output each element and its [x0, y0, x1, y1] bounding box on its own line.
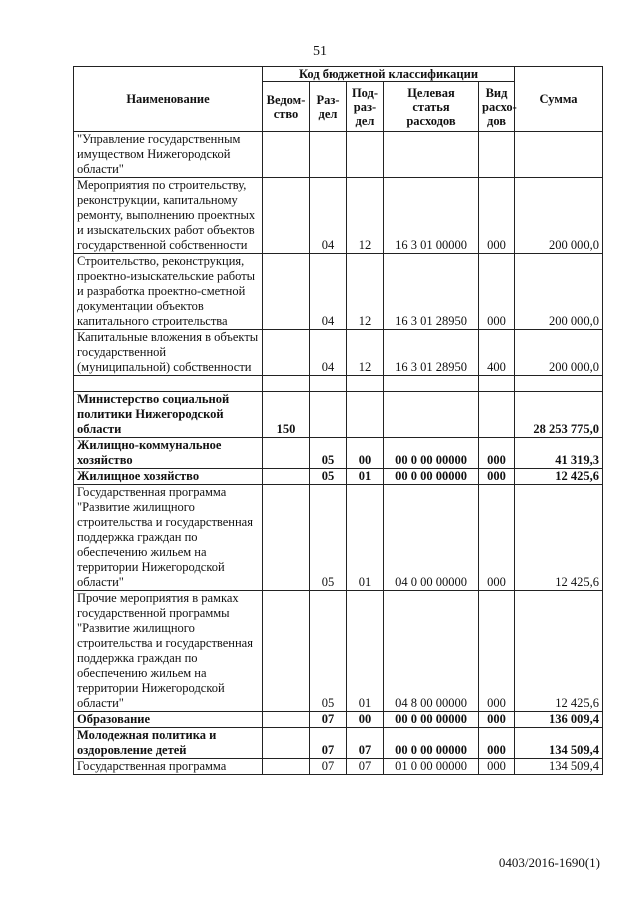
table-row [74, 759, 603, 775]
cell-target [384, 132, 479, 178]
cell-type: 000 [479, 712, 515, 728]
cell-sum: 28 253 775,0 [515, 392, 603, 438]
cell-section [310, 392, 347, 438]
table-row [74, 728, 603, 759]
cell-type [479, 376, 515, 392]
cell-target: 16 3 01 28950 [384, 254, 479, 330]
cell-dept [263, 330, 310, 376]
cell-sum [515, 376, 603, 392]
cell-name: Прочие мероприятия в рамках государственной программы "Развитие жилищного строительства и государственная поддержка граждан по обеспечению жильем на территории Нижегородской области" [74, 591, 263, 712]
table-row [74, 132, 603, 178]
cell-subsection: 12 [347, 330, 384, 376]
table-row [74, 712, 603, 728]
header-section: Раз- дел [310, 82, 347, 132]
table-row [74, 591, 603, 712]
cell-sum: 12 425,6 [515, 485, 603, 591]
cell-name: Жилищно-коммунальное хозяйство [74, 438, 263, 469]
cell-type: 000 [479, 178, 515, 254]
cell-name: Строительство, реконструкция, проектно-изыскательские работы и разработка проектно-сметной документации объектов капитального строительства [74, 254, 263, 330]
document-code: 0403/2016-1690(1) [498, 855, 600, 870]
table-row [74, 330, 603, 376]
cell-target: 00 0 00 00000 [384, 469, 479, 485]
header-target: Целевая статья расходов [384, 82, 479, 132]
cell-sum: 134 509,4 [515, 759, 603, 775]
cell-target: 00 0 00 00000 [384, 438, 479, 469]
page-number: 51 [313, 44, 327, 59]
table-row [74, 438, 603, 469]
cell-dept [263, 728, 310, 759]
cell-section: 05 [310, 591, 347, 712]
cell-dept [263, 376, 310, 392]
cell-subsection: 12 [347, 254, 384, 330]
cell-section: 04 [310, 330, 347, 376]
cell-section [310, 132, 347, 178]
cell-subsection: 12 [347, 178, 384, 254]
cell-target: 04 0 00 00000 [384, 485, 479, 591]
cell-dept [263, 485, 310, 591]
cell-name [74, 376, 263, 392]
cell-subsection: 00 [347, 438, 384, 469]
cell-target [384, 392, 479, 438]
cell-type: 000 [479, 485, 515, 591]
cell-subsection: 01 [347, 591, 384, 712]
cell-type: 400 [479, 330, 515, 376]
table-row [74, 485, 603, 591]
cell-type [479, 132, 515, 178]
cell-sum: 41 319,3 [515, 438, 603, 469]
cell-target: 01 0 00 00000 [384, 759, 479, 775]
table-row [74, 178, 603, 254]
cell-sum: 136 009,4 [515, 712, 603, 728]
cell-subsection [347, 376, 384, 392]
cell-sum: 200 000,0 [515, 330, 603, 376]
cell-section: 07 [310, 759, 347, 775]
cell-target: 00 0 00 00000 [384, 728, 479, 759]
cell-dept [263, 438, 310, 469]
cell-target [384, 376, 479, 392]
cell-target: 16 3 01 28950 [384, 330, 479, 376]
cell-subsection: 01 [347, 485, 384, 591]
budget-table [73, 66, 603, 775]
cell-name: Государственная программа "Развитие жилищного строительства и государственная поддержка граждан по обеспечению жильем на территории Нижегородской области" [74, 485, 263, 591]
cell-section: 04 [310, 178, 347, 254]
header-subsection: Под- раз- дел [347, 82, 384, 132]
cell-section: 07 [310, 712, 347, 728]
cell-name: Жилищное хозяйство [74, 469, 263, 485]
cell-name: Молодежная политика и оздоровление детей [74, 728, 263, 759]
cell-subsection [347, 392, 384, 438]
cell-sum: 134 509,4 [515, 728, 603, 759]
cell-dept [263, 254, 310, 330]
cell-subsection: 07 [347, 728, 384, 759]
cell-section: 05 [310, 438, 347, 469]
cell-type: 000 [479, 759, 515, 775]
table-row [74, 376, 603, 392]
cell-subsection: 07 [347, 759, 384, 775]
cell-type [479, 392, 515, 438]
cell-section: 07 [310, 728, 347, 759]
cell-name: "Управление государственным имуществом Нижегородской области" [74, 132, 263, 178]
cell-type: 000 [479, 469, 515, 485]
cell-dept [263, 759, 310, 775]
cell-section [310, 376, 347, 392]
cell-type: 000 [479, 591, 515, 712]
header-sum: Сумма [515, 67, 603, 132]
cell-name: Мероприятия по строительству, реконструкции, капитальному ремонту, выполнению проектных и изыскательских работ объектов государственной собственности [74, 178, 263, 254]
cell-type: 000 [479, 438, 515, 469]
table-row [74, 392, 603, 438]
cell-subsection: 00 [347, 712, 384, 728]
table-row [74, 254, 603, 330]
cell-type: 000 [479, 728, 515, 759]
cell-type: 000 [479, 254, 515, 330]
cell-name: Образование [74, 712, 263, 728]
cell-name: Министерство социальной политики Нижегородской области [74, 392, 263, 438]
cell-dept [263, 591, 310, 712]
cell-target: 04 8 00 00000 [384, 591, 479, 712]
cell-section: 05 [310, 469, 347, 485]
cell-sum: 200 000,0 [515, 178, 603, 254]
cell-subsection [347, 132, 384, 178]
cell-sum: 200 000,0 [515, 254, 603, 330]
cell-sum: 12 425,6 [515, 469, 603, 485]
cell-section: 05 [310, 485, 347, 591]
cell-section: 04 [310, 254, 347, 330]
header-classification: Код бюджетной классификации [263, 67, 515, 82]
cell-dept [263, 132, 310, 178]
cell-target: 00 0 00 00000 [384, 712, 479, 728]
header-department: Ведом- ство [263, 82, 310, 132]
cell-name: Государственная программа [74, 759, 263, 775]
cell-dept [263, 469, 310, 485]
cell-target: 16 3 01 00000 [384, 178, 479, 254]
cell-name: Капитальные вложения в объекты государственной (муниципальной) собственности [74, 330, 263, 376]
cell-dept: 150 [263, 392, 310, 438]
cell-subsection: 01 [347, 469, 384, 485]
cell-sum [515, 132, 603, 178]
table-body [74, 132, 603, 775]
cell-dept [263, 178, 310, 254]
header-expense-type: Вид расхо- дов [479, 82, 515, 132]
cell-sum: 12 425,6 [515, 591, 603, 712]
table-row [74, 469, 603, 485]
cell-dept [263, 712, 310, 728]
header-name: Наименование [74, 67, 263, 132]
